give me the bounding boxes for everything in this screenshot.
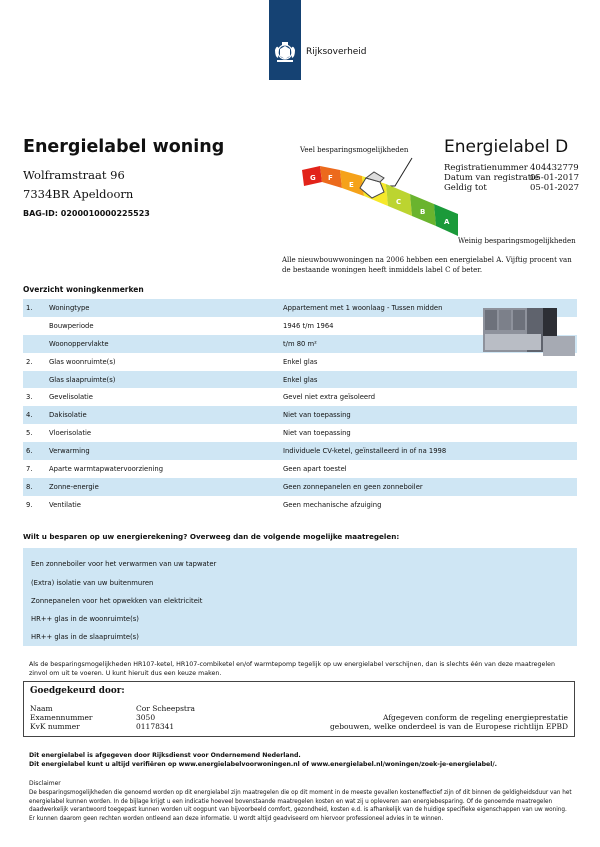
class-f-letter: F xyxy=(328,174,333,182)
disclaimer-text: De besparingsmogelijkheden die genoemd worden op dit energielabel zijn maatregelen die op dit moment in de meeste gevallen kosteneffectief zijn of dit binnen de geldigheidsduur van het energielabel kunnen worden. In de bijlage krijgt u een indicatie hoeveel bovenstaande maatregelen kosten en wat zij u opleveren aan energiebesparing. Of de genoemde maatregelen daadwerkelijk verantwoord toegepast kunnen worden uit oogpunt van bijvoorbeeld comfort, gezondheid, kosten e.d. is afhankelijk van de huidige specifieke eigenschappen van uw woning. Er kunnen daarom geen rechten worden ontleend aan deze informatie. U wordt altijd geadviseerd om hiervoor professioneel advies in te winnen. xyxy=(29,790,572,822)
advice-heading: Wilt u besparen op uw energierekening? Overweeg dan de volgende mogelijke maatregelen: xyxy=(23,532,400,541)
row-label: Woonoppervlakte xyxy=(49,339,109,348)
table-row xyxy=(23,442,577,460)
approved-value: Cor Scheepstra xyxy=(136,704,195,713)
row-number: 6. xyxy=(26,447,33,456)
dwelling-type-illustration xyxy=(483,306,575,356)
row-number: 3. xyxy=(26,393,33,402)
row-value: Enkel glas xyxy=(283,375,318,384)
advice-item: HR++ glas in de slaapruimte(s) xyxy=(31,633,139,641)
row-value: t/m 80 m² xyxy=(283,339,317,348)
row-label: Gevelisolatie xyxy=(49,393,93,402)
table-row xyxy=(23,388,577,406)
label-meta-row: Registratienummer 404432779 xyxy=(444,163,579,173)
characteristics-heading: Overzicht woningkenmerken xyxy=(23,285,144,294)
address-city: 7334BR Apeldoorn xyxy=(23,187,134,201)
table-row xyxy=(23,478,577,496)
row-value: Gevel niet extra geïsoleerd xyxy=(283,393,376,402)
energy-label-heading: Energielabel D xyxy=(444,137,569,157)
row-number: 9. xyxy=(26,500,33,509)
scale-bottom-label: Weinig besparingsmogelijkheden xyxy=(458,237,576,245)
row-number: 5. xyxy=(26,429,33,438)
approved-key: KvK nummer xyxy=(30,722,80,731)
approved-heading: Goedgekeurd door: xyxy=(30,686,125,696)
row-label: Woningtype xyxy=(49,304,90,312)
row-value: Appartement met 1 woonlaag - Tussen midden xyxy=(283,304,443,312)
row-value: Niet van toepassing xyxy=(283,429,351,438)
row-number: 7. xyxy=(26,465,33,474)
approved-value: 3050 xyxy=(136,713,156,722)
org-name: Rijksoverheid xyxy=(306,47,367,57)
verify-notice: Dit energielabel kunt u altijd verifiëren op www.energielabelvoorwoningen.nl of www.energielabel.nl/woningen/zoek-je-energielabel/. xyxy=(29,761,497,768)
row-label: Bouwperiode xyxy=(49,321,94,330)
advice-list xyxy=(23,548,577,646)
row-value: Individuele CV-ketel, geïnstalleerd in of na 1998 xyxy=(283,447,447,456)
row-label: Zonne-energie xyxy=(49,482,99,491)
disclaimer-heading: Disclaimer xyxy=(29,780,61,787)
bag-id: BAG-ID: 0200010000225523 xyxy=(23,209,150,218)
class-g-letter: G xyxy=(310,174,316,182)
row-label: Vloerisolatie xyxy=(49,429,92,438)
issued-notice: Dit energielabel is afgegeven door Rijksdienst voor Ondernemend Nederland. xyxy=(29,752,301,759)
row-number: 4. xyxy=(26,411,33,420)
table-row xyxy=(23,371,577,389)
row-value: Enkel glas xyxy=(283,357,318,366)
row-value: Geen apart toestel xyxy=(283,465,347,474)
table-row xyxy=(23,424,577,442)
row-value: Geen mechanische afzuiging xyxy=(283,500,382,509)
row-number: 2. xyxy=(26,357,33,366)
class-e-letter: E xyxy=(349,181,354,189)
approved-key: Naam xyxy=(30,704,53,713)
advice-item: (Extra) isolatie van uw buitenmuren xyxy=(31,579,154,587)
energy-label-scale xyxy=(300,148,460,240)
address-street: Wolframstraat 96 xyxy=(23,168,125,182)
row-label: Dakisolatie xyxy=(49,411,87,420)
row-value: Niet van toepassing xyxy=(283,411,351,420)
row-label: Verwarming xyxy=(49,447,90,456)
rijksoverheid-logo-bar xyxy=(269,0,301,80)
row-value: Geen zonnepanelen en geen zonneboiler xyxy=(283,482,423,491)
row-number: 8. xyxy=(26,482,33,491)
table-row xyxy=(23,460,577,478)
row-value: 1946 t/m 1964 xyxy=(283,321,334,330)
row-label: Glas woonruimte(s) xyxy=(49,357,116,366)
class-a-letter: A xyxy=(444,218,450,226)
row-label: Aparte warmtapwatervoorziening xyxy=(49,465,164,474)
crest-icon xyxy=(269,0,301,80)
class-b-letter: B xyxy=(420,208,426,216)
page-title: Energielabel woning xyxy=(23,137,225,157)
approved-value: 01178341 xyxy=(136,722,175,731)
approved-by-box xyxy=(23,681,575,737)
advice-footnote: Als de besparingsmogelijkheden HR107-ketel, HR107-combiketel en/of warmtepomp tegelijk op uw energielabel verschijnen, dan is slechts één van deze maatregelen zinvol om uit te voeren. U kunt hieruit dus een keuze maken. xyxy=(29,661,556,677)
label-meta-row: Datum van registratie 05-01-2017 xyxy=(444,173,580,183)
conformity-line-1: Afgegeven conform de regeling energieprestatie xyxy=(383,713,568,722)
row-label: Ventilatie xyxy=(49,500,81,509)
conformity-line-2: gebouwen, welke onderdeel is van de Europese richtlijn EPBD xyxy=(329,722,568,731)
label-note: Alle nieuwbouwwoningen na 2006 hebben een energielabel A. Vijftig procent van de bestaande woningen heeft inmiddels label C of beter. xyxy=(282,256,572,274)
advice-item: HR++ glas in de woonruimte(s) xyxy=(31,615,139,623)
table-row xyxy=(23,406,577,424)
approved-key: Examennummer xyxy=(30,713,93,722)
table-row xyxy=(23,496,577,514)
label-meta-row: Geldig tot 05-01-2027 xyxy=(444,183,580,193)
advice-item: Een zonneboiler voor het verwarmen van uw tapwater xyxy=(31,560,217,568)
row-label: Glas slaapruimte(s) xyxy=(49,375,116,384)
advice-item: Zonnepanelen voor het opwekken van elektriciteit xyxy=(31,597,203,605)
class-c-letter: C xyxy=(396,198,402,206)
row-number: 1. xyxy=(26,304,33,312)
scale-top-label: Veel besparingsmogelijkheden xyxy=(300,146,409,154)
